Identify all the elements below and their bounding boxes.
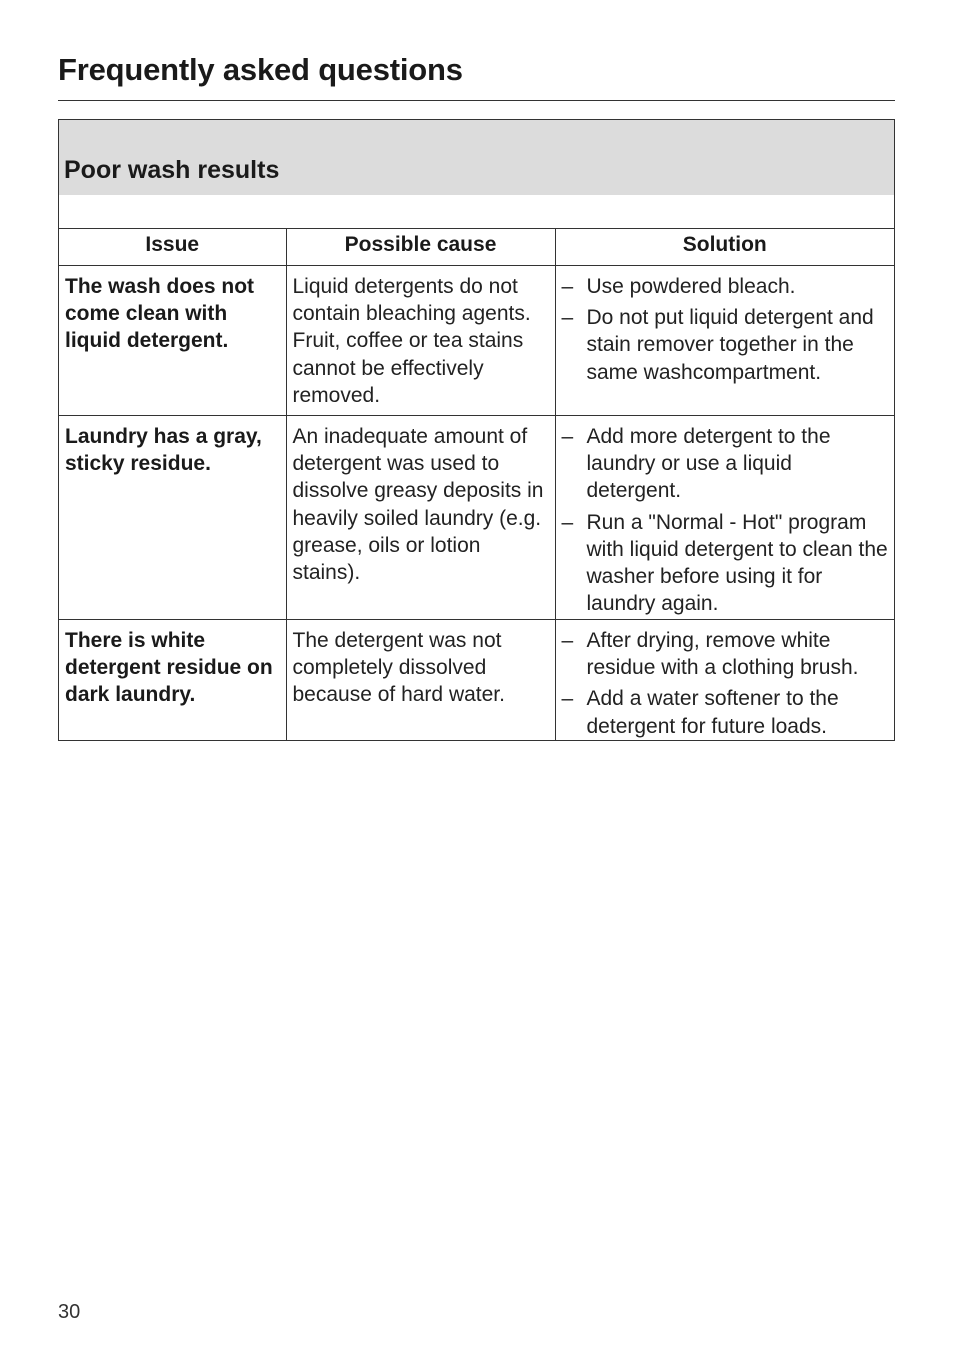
solution-text: Do not put liquid detergent and stain remover together in the same washcompartment. — [586, 306, 874, 384]
solution-item — [562, 273, 889, 300]
solution-item — [562, 509, 889, 618]
section-title: Poor wash results — [64, 156, 280, 184]
issue-cell: Laundry has a gray, sticky residue. — [59, 416, 286, 620]
column-header-cause: Possible cause — [286, 229, 555, 266]
solution-item — [562, 627, 889, 681]
column-header-issue: Issue — [59, 229, 286, 266]
faq-table — [59, 229, 894, 740]
dash-bullet: – — [561, 425, 574, 449]
cause-cell: An inadequate amount of detergent was used to dissolve greasy deposits in heavily soiled laundry (e.g. grease, oils or lotion stains). — [286, 416, 555, 620]
dash-bullet: – — [561, 306, 574, 330]
solution-item — [562, 685, 889, 739]
table-row — [59, 620, 894, 740]
page-number: 30 — [58, 1301, 81, 1323]
table-row — [59, 416, 894, 620]
issue-cell: There is white detergent residue on dark laundry. — [59, 620, 286, 740]
solution-text: Add more detergent to the laundry or use a liquid detergent. — [586, 425, 831, 503]
solution-item — [562, 423, 889, 505]
solution-cell — [555, 266, 894, 416]
table-header-row — [59, 229, 894, 266]
dash-bullet: – — [561, 687, 574, 711]
dash-bullet: – — [561, 629, 574, 653]
cause-cell: The detergent was not completely dissolved because of hard water. — [286, 620, 555, 740]
solution-cell — [555, 620, 894, 740]
title-divider — [58, 100, 895, 101]
solution-text: Run a "Normal - Hot" program with liquid detergent to clean the washer before using it for laundry again. — [586, 510, 888, 616]
dash-bullet: – — [561, 275, 574, 298]
solution-list — [562, 423, 889, 617]
solution-list — [562, 273, 889, 386]
solution-cell — [555, 416, 894, 620]
solution-text: After drying, remove white residue with a clothing brush. — [586, 629, 859, 680]
page-title: Frequently asked questions — [58, 52, 463, 87]
faq-section-poor-wash-results — [58, 119, 895, 741]
solution-text: Add a water softener to the detergent for future loads. — [586, 687, 839, 738]
table-row — [59, 266, 894, 416]
column-header-solution: Solution — [555, 229, 894, 266]
issue-cell: The wash does not come clean with liquid detergent. — [59, 266, 286, 416]
section-spacer — [59, 195, 894, 229]
solution-list — [562, 627, 889, 740]
solution-text: Use powdered bleach. — [586, 275, 796, 298]
cause-cell: Liquid detergents do not contain bleaching agents. Fruit, coffee or tea stains cannot be effectively removed. — [286, 266, 555, 416]
solution-item — [562, 304, 889, 386]
section-header — [59, 120, 894, 195]
dash-bullet: – — [561, 510, 574, 534]
